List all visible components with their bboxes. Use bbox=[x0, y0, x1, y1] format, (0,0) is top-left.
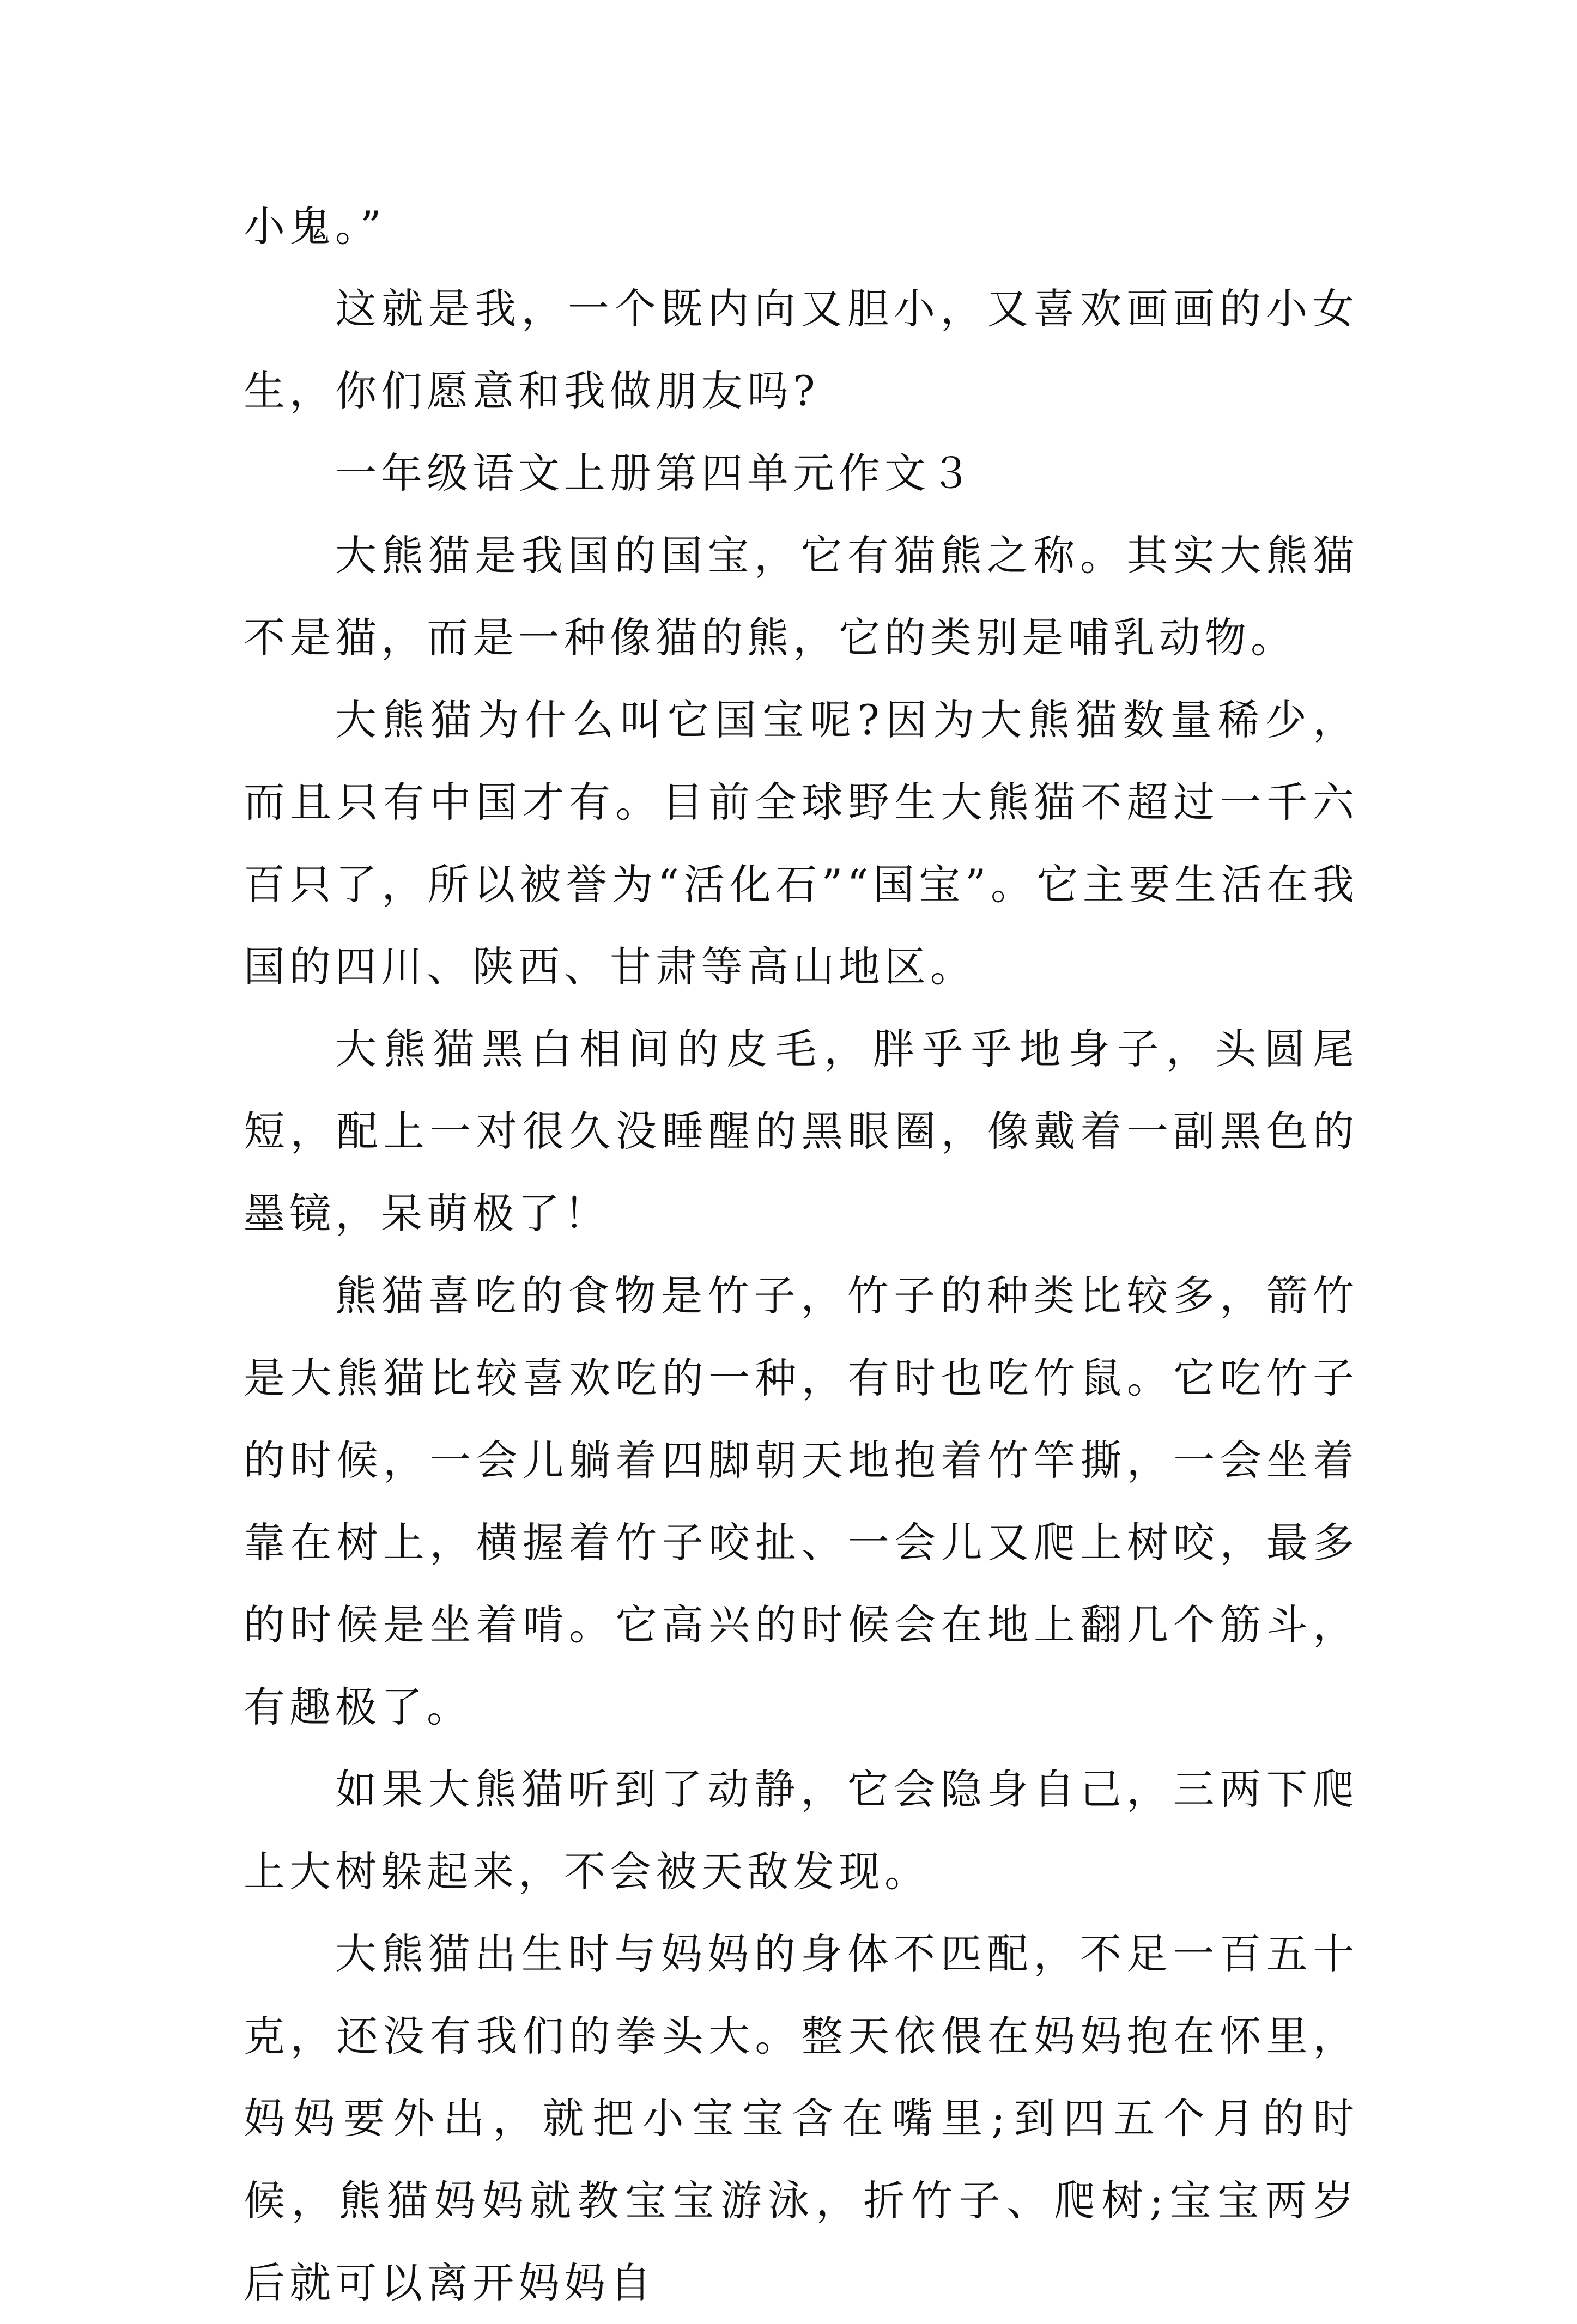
section-heading: 一年级语文上册第四单元作文３ bbox=[335, 449, 976, 497]
paragraph-1: 小鬼。” bbox=[244, 202, 386, 251]
paragraph-4: 大熊猫为什么叫它国宝呢?因为大熊猫数量稀少，而且只有中国才有。目前全球野生大熊猫不超过一千六百只了，所以被誉为“活化石”“国宝”。它主要生活在我国的四川、陕西、甘肃等高山地区。 bbox=[244, 696, 1358, 991]
paragraph-3: 大熊猫是我国的国宝，它有猫熊之称。其实大熊猫不是猫，而是一种像猫的熊，它的类别是哺乳动物。 bbox=[244, 531, 1358, 662]
paragraph-6: 熊猫喜吃的食物是竹子，竹子的种类比较多，箭竹是大熊猫比较喜欢吃的一种，有时也吃竹鼠。它吃竹子的时候，一会儿躺着四脚朝天地抱着竹竿撕，一会坐着靠在树上，横握着竹子咬扯、一会儿又爬上树咬，最多的时候是坐着啃。它高兴的时候会在地上翻几个筋斗，有趣极了。 bbox=[244, 1271, 1358, 1731]
paragraph-2: 这就是我，一个既内向又胆小，又喜欢画画的小女生，你们愿意和我做朋友吗? bbox=[244, 284, 1358, 415]
paragraph-8: 大熊猫出生时与妈妈的身体不匹配，不足一百五十克，还没有我们的拳头大。整天依偎在妈妈抱在怀里，妈妈要外出，就把小宝宝含在嘴里;到四五个月的时候，熊猫妈妈就教宝宝游泳，折竹子、爬树;宝宝两岁后就可以离开妈妈自 bbox=[244, 1930, 1358, 2307]
paragraph-5: 大熊猫黑白相间的皮毛，胖乎乎地身子，头圆尾短，配上一对很久没睡醒的黑眼圈，像戴着一副黑色的墨镜，呆萌极了！ bbox=[244, 1025, 1358, 1238]
document-body bbox=[244, 185, 1358, 2324]
paragraph-7: 如果大熊猫听到了动静，它会隐身自己，三两下爬上大树躲起来，不会被天敌发现。 bbox=[244, 1765, 1358, 1896]
